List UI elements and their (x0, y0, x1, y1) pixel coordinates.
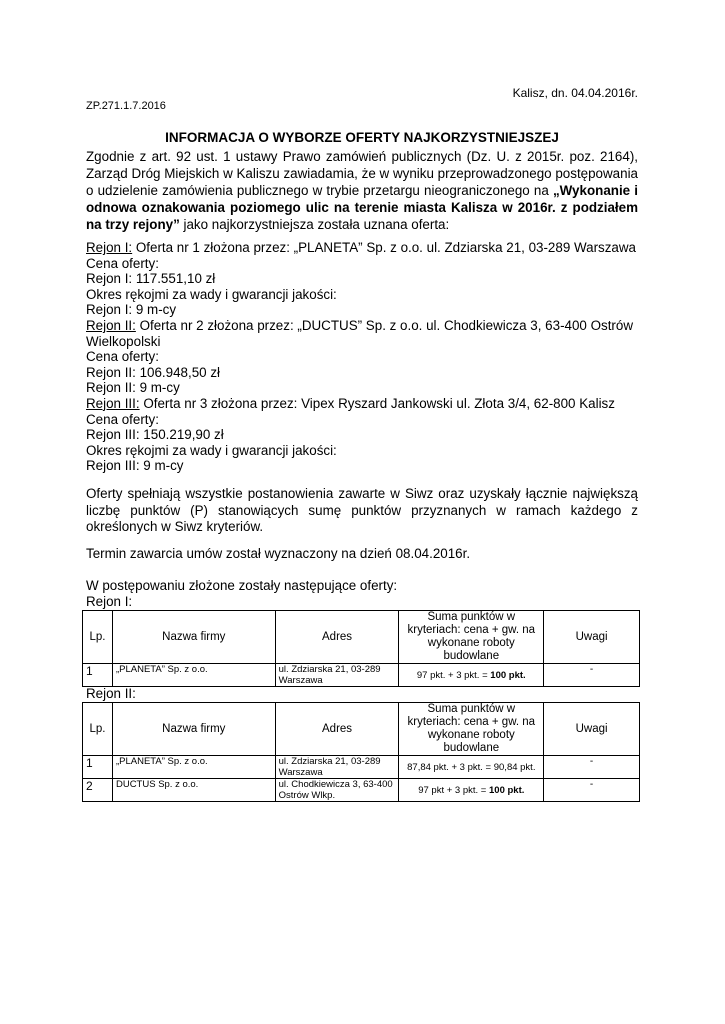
points-value: 87,84 pkt. + 3 pkt. = 90,84 pkt. (407, 761, 536, 773)
offer-line: Rejon I: 117.551,10 zł (86, 271, 216, 287)
offer-region-3 (86, 396, 646, 474)
offer-text: Oferta nr 3 złożona przez: Vipex Ryszard Jankowski ul. Złota 3/4, 62-800 Kalisz (139, 395, 615, 411)
region-label: Rejon II: (86, 317, 136, 333)
offer-region-1 (86, 240, 646, 318)
region-2-table (82, 702, 640, 802)
header-address: Adres (275, 611, 399, 664)
table-header-row (83, 611, 640, 664)
date-line: Kalisz, dn. 04.04.2016r. (512, 86, 638, 100)
document-title: INFORMACJA O WYBORZE OFERTY NAJKORZYSTNIEJSZEJ (165, 130, 559, 145)
offer-line: Okres rękojmi za wady i gwarancji jakości: (86, 442, 337, 458)
offer-line: Rejon III: 150.219,90 zł (86, 427, 224, 443)
header-points: Suma punktów w kryteriach: cena + gw. na wykonane roboty budowlane (399, 703, 544, 756)
offer-line: Rejon I: 9 m-cy (86, 302, 177, 318)
cell-name: „PLANETA” Sp. z o.o. (112, 664, 275, 687)
points-value: 97 pkt. + 3 pkt. = (416, 669, 491, 681)
table-row (83, 756, 640, 779)
cell-name: DUCTUS Sp. z o.o. (112, 779, 275, 802)
summary-paragraph: Oferty spełniają wszystkie postanowienia zawarte w Siwz oraz uzyskały łącznie największą liczbę punktów (P) stanowiących sumę punktów przyznanych w ramach każdego z określonych w Siwz kryteriów. (86, 486, 638, 534)
intro-paragraph (86, 148, 638, 233)
header-lp: Lp. (83, 611, 113, 664)
cell-notes: - (544, 779, 640, 802)
cell-address: ul. Chodkiewicza 3, 63-400 Ostrów Wlkp. (275, 779, 399, 802)
cell-name: „PLANETA” Sp. z o.o. (112, 756, 275, 779)
points-value: 97 pkt + 3 pkt. = (418, 784, 489, 796)
header-name: Nazwa firmy (112, 703, 275, 756)
contract-name: „Wykonanie i odnowa oznakowania poziomego ulic na terenie miasta Kalisza w 2016r. z podziałem na trzy rejony” (86, 183, 638, 232)
table-row (83, 664, 640, 687)
header-notes: Uwagi (544, 611, 640, 664)
reference-number: ZP.271.1.7.2016 (86, 100, 166, 112)
cell-address: ul. Zdziarska 21, 03-289 Warszawa (275, 664, 399, 687)
points-total: 100 pkt. (489, 784, 525, 796)
cell-notes: - (544, 756, 640, 779)
header-points: Suma punktów w kryteriach: cena + gw. na wykonane roboty budowlane (399, 611, 544, 664)
header-notes: Uwagi (544, 703, 640, 756)
offer-text: Oferta nr 1 złożona przez: „PLANETA” Sp. z o.o. ul. Zdziarska 21, 03-289 Warszawa (132, 240, 636, 255)
offer-line: Cena oferty: (86, 411, 159, 427)
cell-points (399, 664, 544, 687)
offer-line: Rejon II: 106.948,50 zł (86, 364, 220, 380)
header-address: Adres (275, 703, 399, 756)
points-total: 100 pkt. (490, 669, 526, 681)
header-name: Nazwa firmy (112, 611, 275, 664)
offer-line: Cena oferty: (86, 255, 159, 271)
cell-points (399, 779, 544, 802)
cell-points (399, 756, 544, 779)
cell-lp: 1 (83, 664, 113, 687)
cell-notes: - (544, 664, 640, 687)
intro-text-after: jako najkorzystniejsza została uznana oferta: (179, 217, 450, 232)
region-1-label: Rejon I: (86, 594, 133, 609)
region-label: Rejon I: (86, 240, 133, 255)
offer-line: Rejon II: 9 m-cy (86, 380, 180, 396)
offer-region-2 (86, 318, 646, 396)
header-lp: Lp. (83, 703, 113, 756)
cell-lp: 1 (83, 756, 113, 779)
cell-lp: 2 (83, 779, 113, 802)
offer-line: Rejon III: 9 m-cy (86, 458, 184, 474)
cell-address: ul. Zdziarska 21, 03-289 Warszawa (275, 756, 399, 779)
intro-text-before: Zgodnie z art. 92 ust. 1 ustawy Prawo zamówień publicznych (Dz. U. z 2015r. poz. 2164), Zarząd Dróg Miejskich w Kaliszu zawiadamia, że w wyniku przeprowadzonego postępowania o udzielenie zamówienia publicznego w trybie przetargu nieograniczonego na (86, 149, 638, 198)
table-header-row (83, 703, 640, 756)
offers-section (86, 240, 646, 474)
region-label: Rejon III: (86, 395, 140, 411)
deadline-paragraph: Termin zawarcia umów został wyznaczony na dzień 08.04.2016r. (86, 546, 471, 561)
region-1-table (82, 610, 640, 687)
offer-text: Oferta nr 2 złożona przez: „DUCTUS” Sp. z o.o. ul. Chodkiewicza 3, 63-400 Ostrów Wielkopolski (86, 317, 634, 349)
submitted-intro: W postępowaniu złożone zostały następujące oferty: (86, 578, 398, 593)
table-row (83, 779, 640, 802)
region-2-label: Rejon II: (86, 686, 136, 701)
offer-line: Okres rękojmi za wady i gwarancji jakości: (86, 286, 337, 302)
offer-line: Cena oferty: (86, 349, 159, 365)
